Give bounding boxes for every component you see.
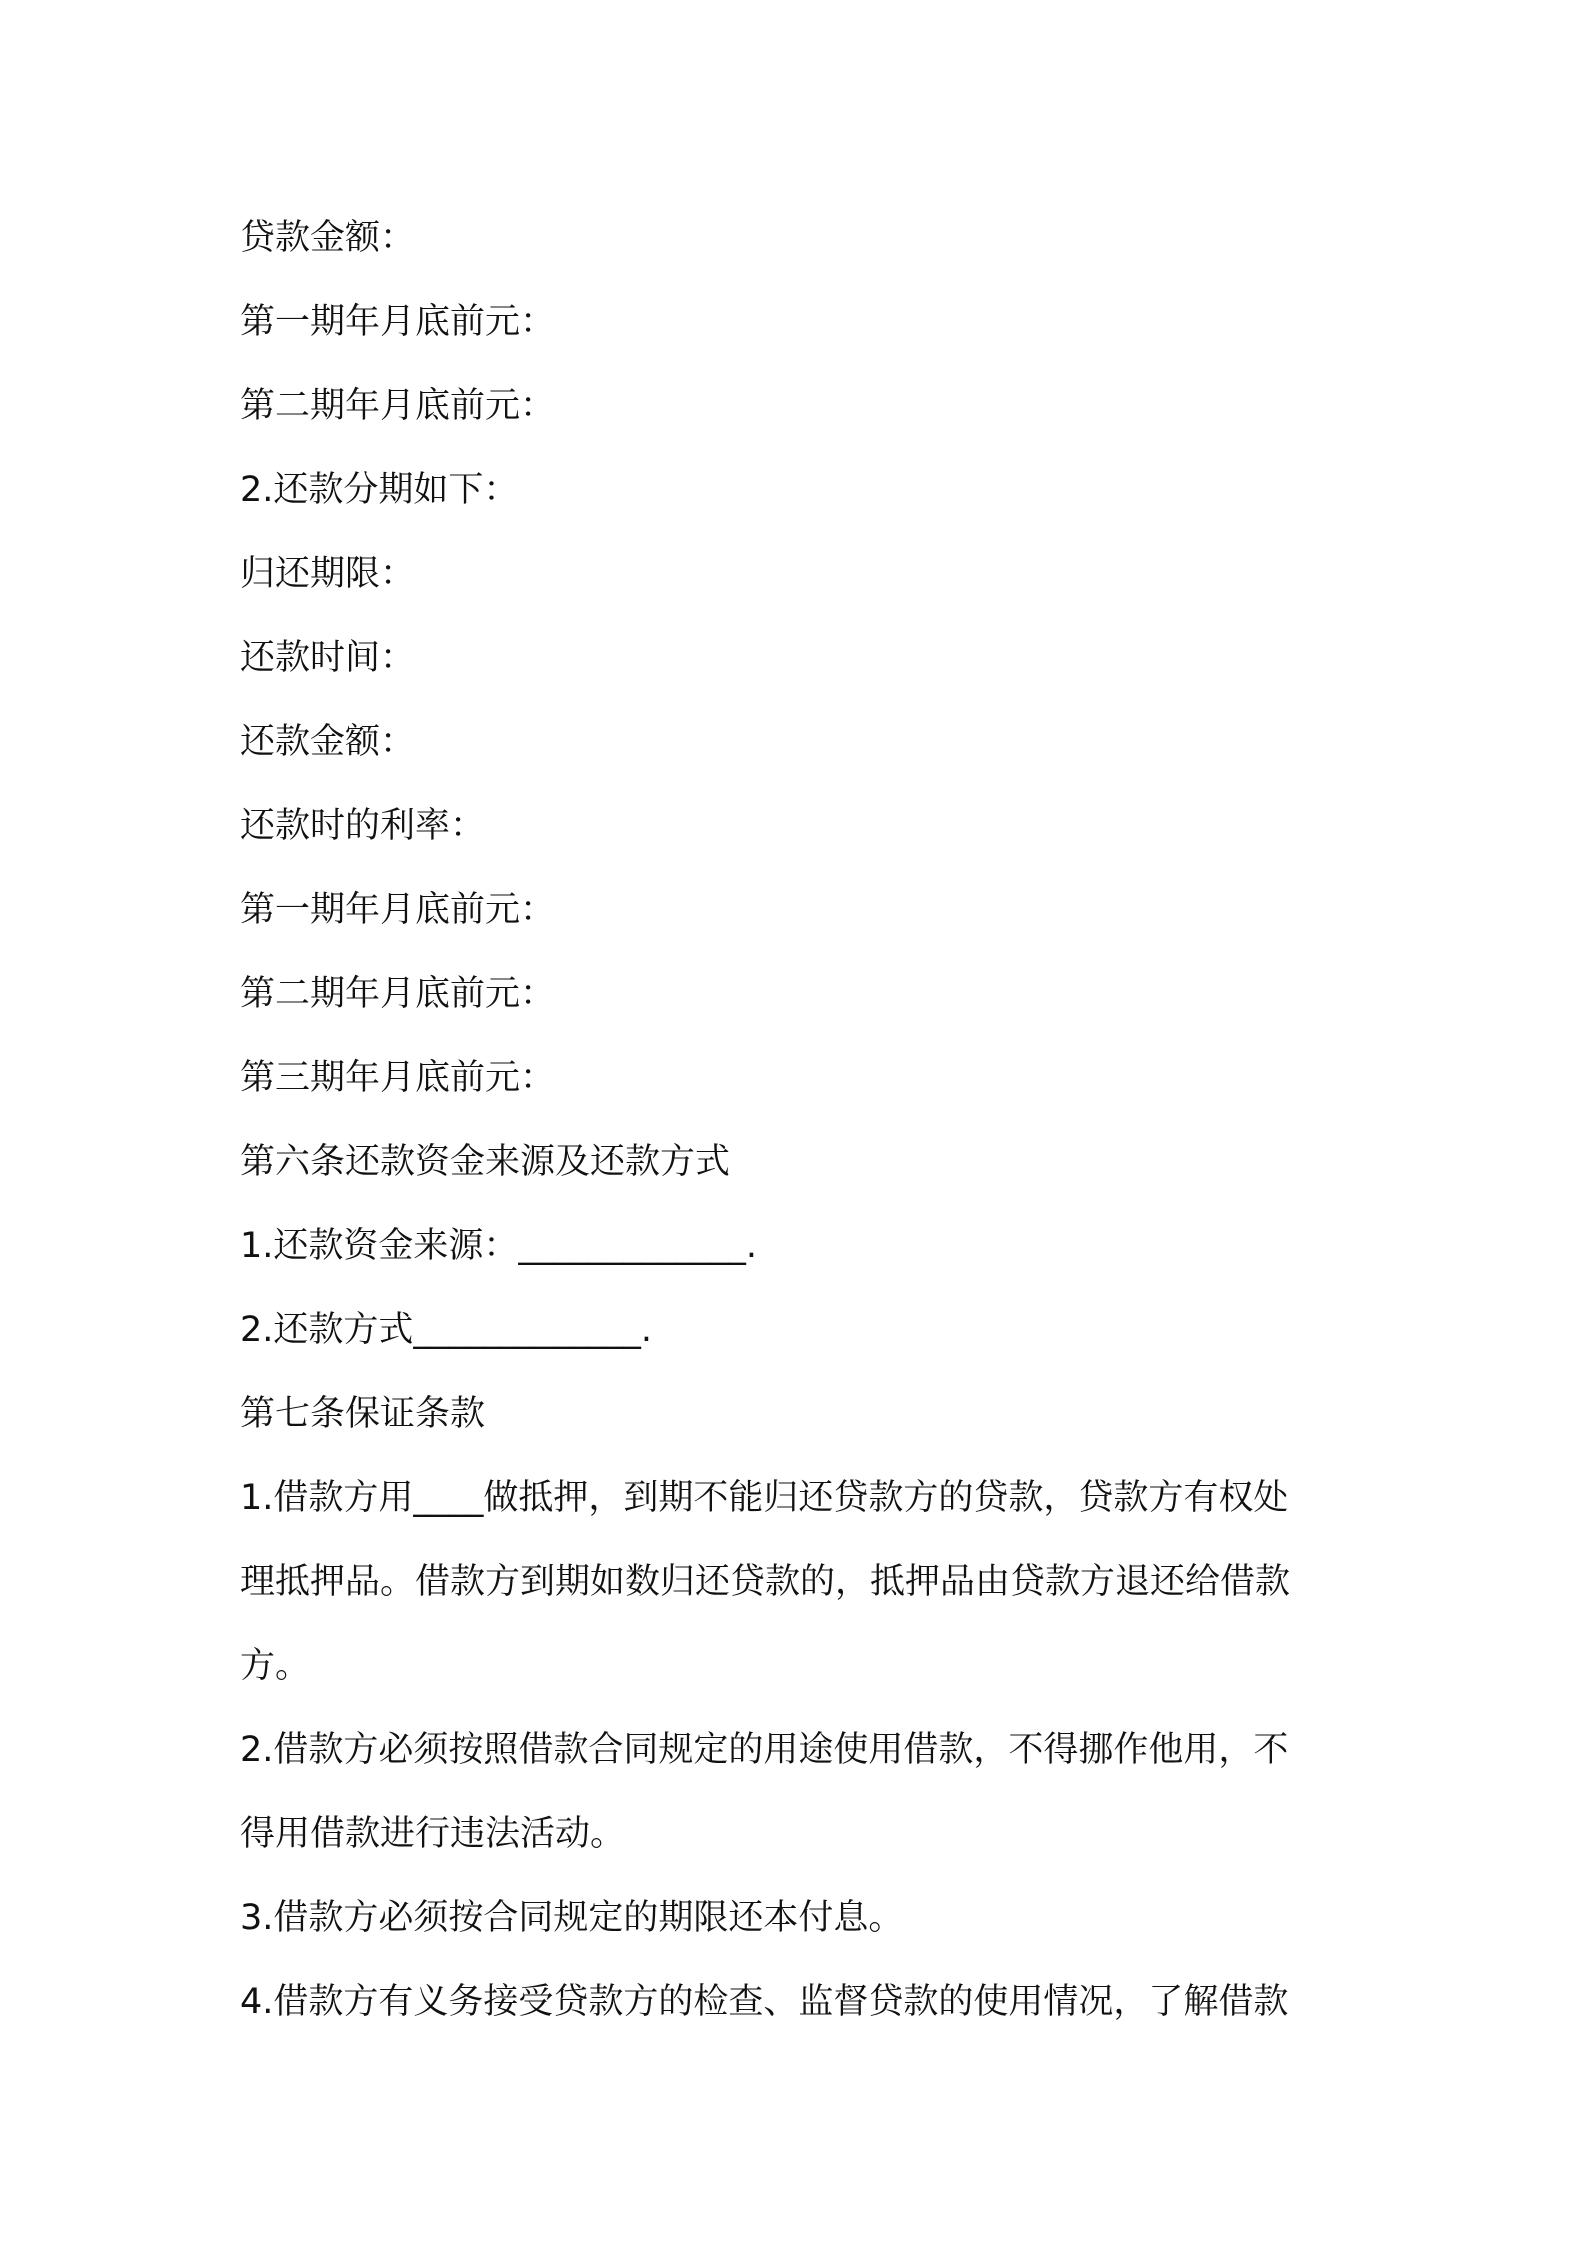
repayment-period-3-line: 第三期年月底前元： [240,1058,556,1098]
clause-3-line: 3.借款方必须按合同规定的期限还本付息。 [240,1898,904,1938]
repayment-time-label: 还款时间： [240,638,416,678]
clause-1-line-1: 1.借款方用____做抵押，到期不能归还贷款方的贷款，贷款方有权处 [240,1478,1289,1518]
repayment-term-label: 归还期限： [240,554,416,594]
repayment-amount-label: 还款金额： [240,722,416,762]
installment-2-line: 第二期年月底前元： [240,386,556,426]
loan-amount-label: 贷款金额： [240,218,416,258]
repayment-period-2-line: 第二期年月底前元： [240,974,556,1014]
repayment-period-1-line: 第一期年月底前元： [240,890,556,930]
repayment-schedule-heading: 2.还款分期如下： [240,470,519,510]
clause-4-line-1: 4.借款方有义务接受贷款方的检查、监督贷款的使用情况，了解借款 [240,1982,1289,2022]
installment-1-line: 第一期年月底前元： [240,302,556,342]
clause-1-line-2: 理抵押品。借款方到期如数归还贷款的，抵押品由贷款方退还给借款 [240,1562,1291,1602]
article-7-heading: 第七条保证条款 [240,1394,486,1434]
clause-1-line-3: 方。 [240,1646,311,1686]
article-6-heading: 第六条还款资金来源及还款方式 [240,1142,731,1182]
clause-2-line-1: 2.借款方必须按照借款合同规定的用途使用借款，不得挪作他用，不 [240,1730,1289,1770]
document-body [240,196,1350,2044]
clause-2-line-2: 得用借款进行违法活动。 [240,1814,626,1854]
repayment-rate-label: 还款时的利率： [240,806,486,846]
repayment-method-line: 2.还款方式_____________. [240,1310,653,1350]
fund-source-line: 1.还款资金来源：_____________. [240,1226,758,1266]
